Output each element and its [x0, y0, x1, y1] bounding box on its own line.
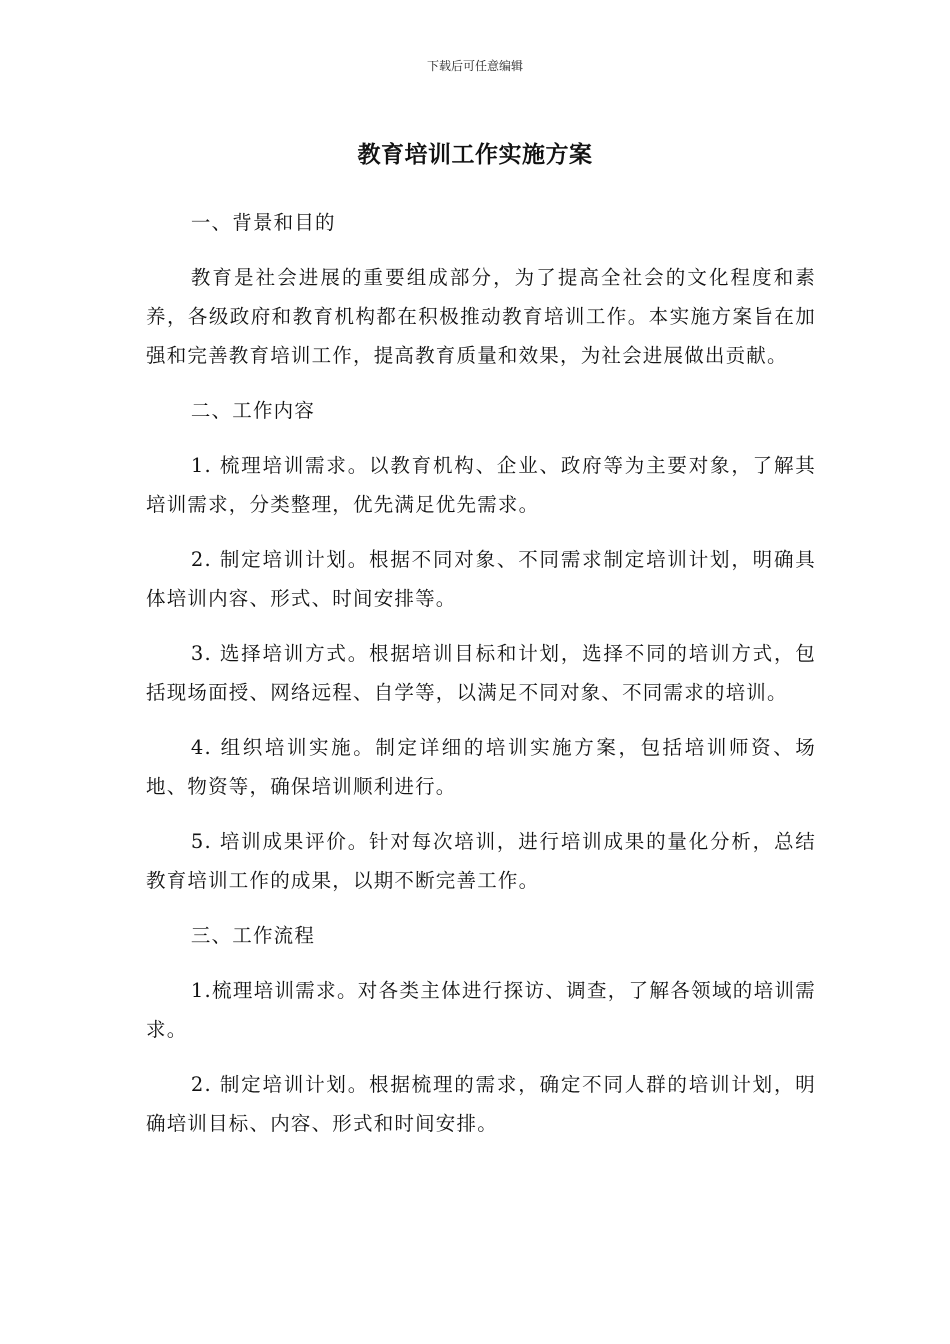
paragraph-content-item-4: 4. 组织培训实施。制定详细的培训实施方案，包括培训师资、场地、物资等，确保培训顺利进行。	[146, 736, 816, 798]
document-body	[146, 203, 816, 1159]
paragraph-content-item-2: 2. 制定培训计划。根据不同对象、不同需求制定培训计划，明确具体培训内容、形式、时间安排等。	[146, 548, 816, 610]
paragraph-content-item-1: 1. 梳理培训需求。以教育机构、企业、政府等为主要对象，了解其培训需求，分类整理，优先满足优先需求。	[146, 454, 816, 516]
paragraph-content-item-3: 3. 选择培训方式。根据培训目标和计划，选择不同的培训方式，包括现场面授、网络远程、自学等，以满足不同对象、不同需求的培训。	[146, 642, 816, 704]
paragraph-background: 教育是社会进展的重要组成部分，为了提高全社会的文化程度和素养，各级政府和教育机构都在积极推动教育培训工作。本实施方案旨在加强和完善教育培训工作，提高教育质量和效果，为社会进展做出贡献。	[146, 266, 816, 367]
document-title: 教育培训工作实施方案	[357, 142, 593, 168]
header-note: 下载后可任意编辑	[426, 59, 523, 73]
section-heading-work-content: 二、工作内容	[190, 399, 316, 422]
paragraph-process-item-2: 2. 制定培训计划。根据梳理的需求，确定不同人群的培训计划，明确培训目标、内容、形式和时间安排。	[146, 1073, 816, 1135]
paragraph-process-item-1: 1.梳理培训需求。对各类主体进行探访、调查，了解各领域的培训需求。	[146, 979, 816, 1041]
section-heading-work-process: 三、工作流程	[190, 924, 316, 947]
paragraph-content-item-5: 5. 培训成果评价。针对每次培训，进行培训成果的量化分析，总结教育培训工作的成果，以期不断完善工作。	[146, 830, 816, 892]
section-heading-background: 一、背景和目的	[190, 211, 336, 234]
